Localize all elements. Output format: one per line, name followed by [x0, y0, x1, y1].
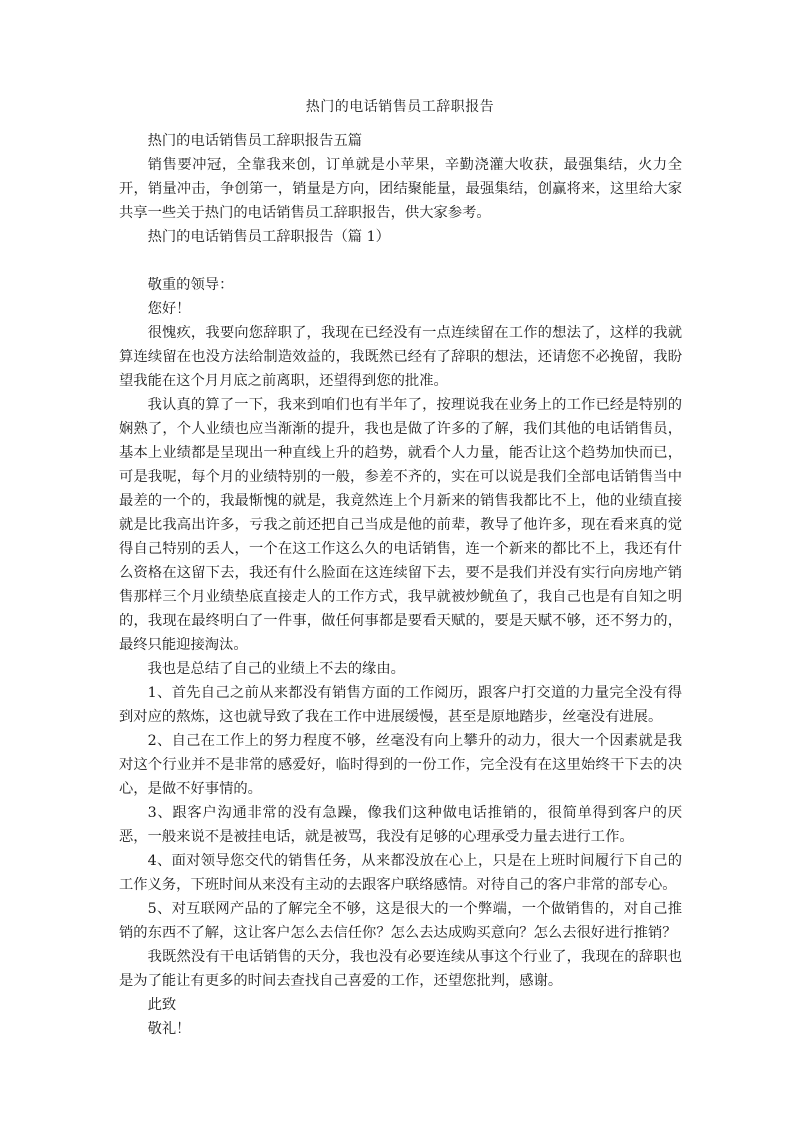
- paragraph-reasons-intro: 我也是总结了自己的业绩上不去的缘由。: [147, 661, 405, 677]
- reason-item-2: 2、自己在工作上的努力程度不够，丝毫没有向上攀升的动力，很大一个因素就是我对这个行业并不是非常的感爱好，临时得到的一份工作，完全没有在这里始终干下去的决心，是做不好事情的。: [119, 733, 682, 797]
- greeting: 您好！: [147, 301, 191, 317]
- reason-item-1: 1、首先自己之前从来都没有销售方面的工作阅历，跟客户打交道的力量完全没有得到对应的熬炼，这也就导致了我在工作中进展缓慢，甚至是原地踏步，丝毫没有进展。: [119, 685, 682, 725]
- closing-line-1: 此致: [147, 997, 177, 1013]
- document-title: 热门的电话销售员工辞职报告: [305, 99, 495, 115]
- blank-line: [119, 249, 682, 273]
- reason-item-4: 4、面对领导您交代的销售任务，从来都没放在心上，只是在上班时间履行下自己的工作义务，下班时间从来没有主动的去跟客户联络感情。对待自己的客户非常的部专心。: [119, 853, 682, 893]
- paragraph-apology: 很愧疚，我要向您辞职了，我现在已经没有一点连续留在工作的想法了，这样的我就算连续留在也没方法给制造效益的，我既然已经有了辞职的想法，还请您不必挽留，我盼望我能在这个月月底之前离职，还望得到您的批准。: [119, 325, 682, 389]
- section-title: 热门的电话销售员工辞职报告（篇 1）: [147, 229, 390, 245]
- intro-paragraph: 销售要冲冠，全靠我来创，订单就是小苹果，辛勤浇灌大收获，最强集结，火力全开，销量冲击，争创第一，销量是方向，团结聚能量，最强集结，创赢将来，这里给大家共享一些关于热门的电话销售员工辞职报告，供大家参考。: [119, 157, 682, 221]
- document-body: [119, 129, 682, 1041]
- reason-item-3: 3、跟客户沟通非常的没有急躁，像我们这种做电话推销的，很简单得到客户的厌恶，一般来说不是被挂电话，就是被骂，我没有足够的心理承受力量去进行工作。: [119, 805, 682, 845]
- reason-item-5: 5、对互联网产品的了解完全不够，这是很大的一个弊端，一个做销售的，对自己推销的东西不了解，这让客户怎么去信任你？怎么去达成购买意向？怎么去很好进行推销？: [119, 901, 682, 941]
- closing-line-2: 敬礼！: [147, 1021, 191, 1037]
- paragraph-conclusion: 我既然没有干电话销售的天分，我也没有必要连续从事这个行业了，我现在的辞职也是为了能让有更多的时间去查找自己喜爱的工作，还望您批判，感谢。: [119, 949, 682, 989]
- salutation: 敬重的领导：: [147, 277, 234, 293]
- document-subtitle: 热门的电话销售员工辞职报告五篇: [147, 133, 363, 149]
- paragraph-performance: 我认真的算了一下，我来到咱们也有半年了，按理说我在业务上的工作已经是特别的娴熟了，个人业绩也应当渐渐的提升，我也是做了许多的了解，我们其他的电话销售员，基本上业绩都是呈现出一种直线上升的趋势，就看个人力量，能否让这个趋势加快而已，可是我呢，每个月的业绩特别的一般，参差不齐的，实在可以说是我们全部电话销售当中最差的一个的，我最惭愧的就是，我竟然连上个月新来的销售我都比不上，他的业绩直接就是比我高出许多，亏我之前还把自己当成是他的前辈，教导了他许多，现在看来真的觉得自己特别的丢人，一个在这工作这么久的电话销售，连一个新来的都比不上，我还有什么资格在这留下去，我还有什么脸面在这连续留下去，要不是我们并没有实行向房地产销售那样三个月业绩垫底直接走人的工作方式，我早就被炒鱿鱼了，我自己也是有自知之明的，我现在最终明白了一件事，做任何事都是要看天赋的，要是天赋不够，还不努力的，最终只能迎接淘汰。: [119, 397, 682, 653]
